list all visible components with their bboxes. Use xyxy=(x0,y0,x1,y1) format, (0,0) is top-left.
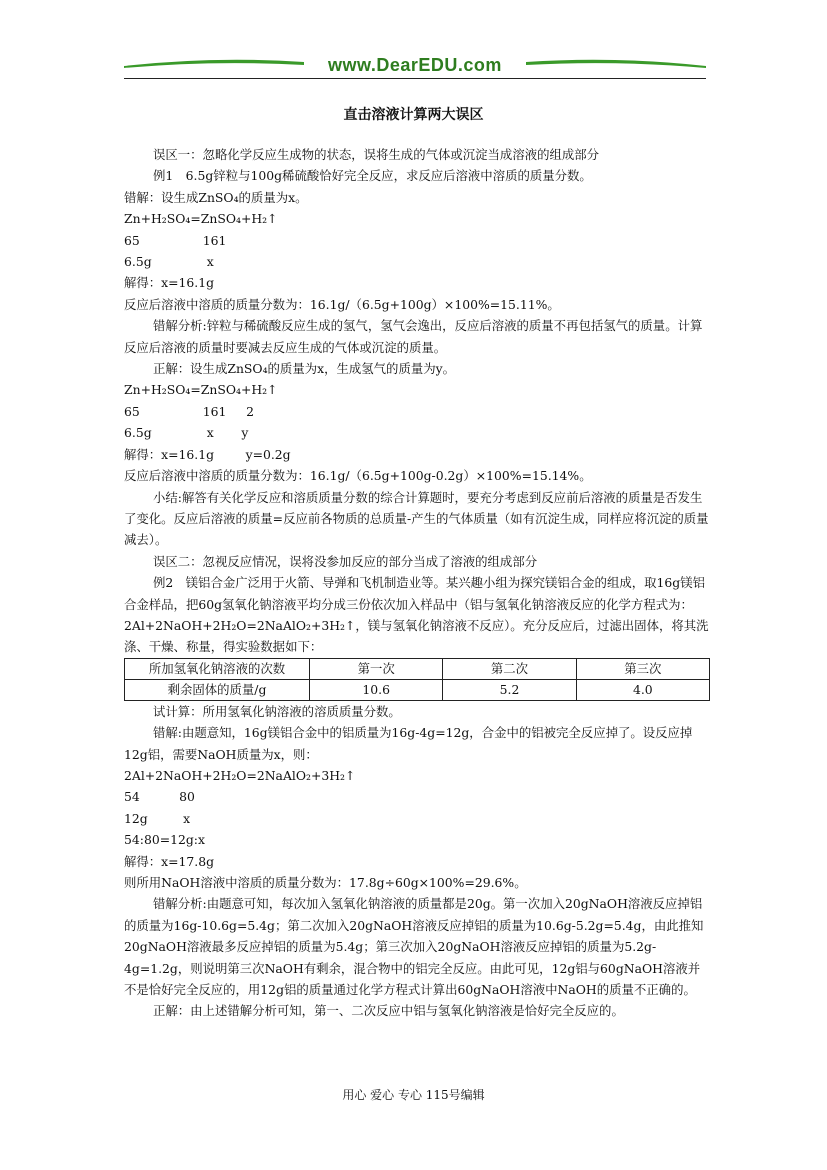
table-row xyxy=(125,679,710,700)
table-header-cell: 第一次 xyxy=(310,658,443,679)
page-footer: 用心 爱心 专心 115号编辑 xyxy=(342,1088,485,1102)
correct-solution-1: 正解：设生成ZnSO₄的质量为x，生成氢气的质量为y。 xyxy=(153,361,456,377)
table-row xyxy=(125,658,710,679)
error-analysis-2: 错解分析:由题意可知，每次加入氢氧化钠溶液的质量都是20g。第一次加入20gNaOH溶液反应掉铝的质量为16g-10.6g=5.4g；第二次加入20gNaOH溶液反应掉铝的质量为10.6g-5.2g=5.4g，由此推知20gNaOH溶液最多反应掉铝的质量为5.4g；第三次加入20gNaOH溶液反应掉铝的质量为5.2g-4g=1.2g，则说明第三次NaOH有剩余，混合物中的铝完全反应。由此可见，12g铝与60gNaOH溶液并不是恰好完全反应的，用12g铝的质量通过化学方程式计算出60gNaOH溶液中NaOH的质量不正确的。 xyxy=(124,896,704,998)
table-header-cell: 所加氢氧化钠溶液的次数 xyxy=(125,658,310,679)
solve-line: 解得：x=16.1g y=0.2g xyxy=(124,446,291,462)
section-heading-2: 误区二：忽视反应情况，误将没参加反应的部分当成了溶液的组成部分 xyxy=(153,553,538,569)
equation-ratio: 65 161 xyxy=(124,232,227,248)
section-heading-1: 误区一：忽略化学反应生成物的状态，误将生成的气体或沉淀当成溶液的组成部分 xyxy=(153,147,600,162)
result-line: 反应后溶液中溶质的质量分数为：16.1g/（6.5g+100g-0.2g）×100%=15.14%。 xyxy=(124,468,592,484)
equation-ratio: 54 80 xyxy=(124,789,195,805)
document-body xyxy=(124,144,710,1022)
example-1: 例1 6.5g锌粒与100g稀硫酸恰好完全反应，求反应后溶液中溶质的质量分数。 xyxy=(153,168,592,184)
equation: 2Al+2NaOH+2H₂O=2NaAlO₂+3H₂↑ xyxy=(124,767,356,783)
table-row-label: 剩余固体的质量/g xyxy=(125,679,310,700)
equation: Zn+H₂SO₄=ZnSO₄+H₂↑ xyxy=(124,382,278,398)
question: 试计算：所用氢氧化钠溶液的溶质质量分数。 xyxy=(153,703,401,719)
site-logo: www.DearEDU.com xyxy=(328,55,502,75)
table-header-cell: 第三次 xyxy=(576,658,709,679)
document-title: 直击溶液计算两大误区 xyxy=(343,107,484,123)
table-cell: 5.2 xyxy=(443,679,576,700)
data-table xyxy=(124,658,710,701)
table-cell: 4.0 xyxy=(576,679,709,700)
equation-values: 6.5g x xyxy=(124,254,214,270)
correct-solution-2: 正解：由上述错解分析可知，第一、二次反应中铝与氢氧化钠溶液是恰好完全反应的。 xyxy=(153,1003,624,1019)
proportion: 54:80=12g:x xyxy=(124,832,205,848)
example-2: 例2 镁铝合金广泛用于火箭、导弹和飞机制造业等。某兴趣小组为探究镁铝合金的组成，取16g镁铝合金样品，把60g氢氧化钠溶液平均分成三份依次加入样品中（铝与氢氧化钠溶液反应的化学方程式为：2Al+2NaOH+2H₂O=2NaAlO₂+3H₂↑，镁与氢氧化钠溶液不反应）。充分反应后，过滤出固体，将其洗涤、干燥、称量，得实验数据如下： xyxy=(124,575,709,655)
header-rule xyxy=(124,78,706,79)
wrong-solution-2: 错解:由题意知，16g镁铝合金中的铝质量为16g-4g=12g，合金中的铝被完全反应掉了。设反应掉12g铝，需要NaOH质量为x，则： xyxy=(124,725,693,762)
equation-values: 12g x xyxy=(124,810,191,826)
equation-ratio: 65 161 2 xyxy=(124,403,255,419)
table-cell: 10.6 xyxy=(310,679,443,700)
solve-line: 解得：x=16.1g xyxy=(124,275,215,291)
equation-values: 6.5g x y xyxy=(124,425,249,441)
equation: Zn+H₂SO₄=ZnSO₄+H₂↑ xyxy=(124,211,278,227)
error-analysis-1: 错解分析:锌粒与稀硫酸反应生成的氢气，氢气会逸出，反应后溶液的质量不再包括氢气的质量。计算反应后溶液的质量时要减去反应生成的气体或沉淀的质量。 xyxy=(124,318,703,355)
result-line: 反应后溶液中溶质的质量分数为：16.1g/（6.5g+100g）×100%=15.11%。 xyxy=(124,296,560,312)
solve-line: 解得：x=17.8g xyxy=(124,853,215,869)
result-line: 则所用NaOH溶液中溶质的质量分数为：17.8g÷60g×100%=29.6%。 xyxy=(124,875,527,890)
page-header xyxy=(124,52,706,84)
table-header-cell: 第二次 xyxy=(443,658,576,679)
wrong-solution-1: 错解：设生成ZnSO₄的质量为x。 xyxy=(124,189,308,205)
summary: 小结:解答有关化学反应和溶质质量分数的综合计算题时，要充分考虑到反应前后溶液的质量是否发生了变化。反应后溶液的质量=反应前各物质的总质量-产生的气体质量（如有沉淀生成，同样应将沉淀的质量减去）。 xyxy=(124,489,709,548)
